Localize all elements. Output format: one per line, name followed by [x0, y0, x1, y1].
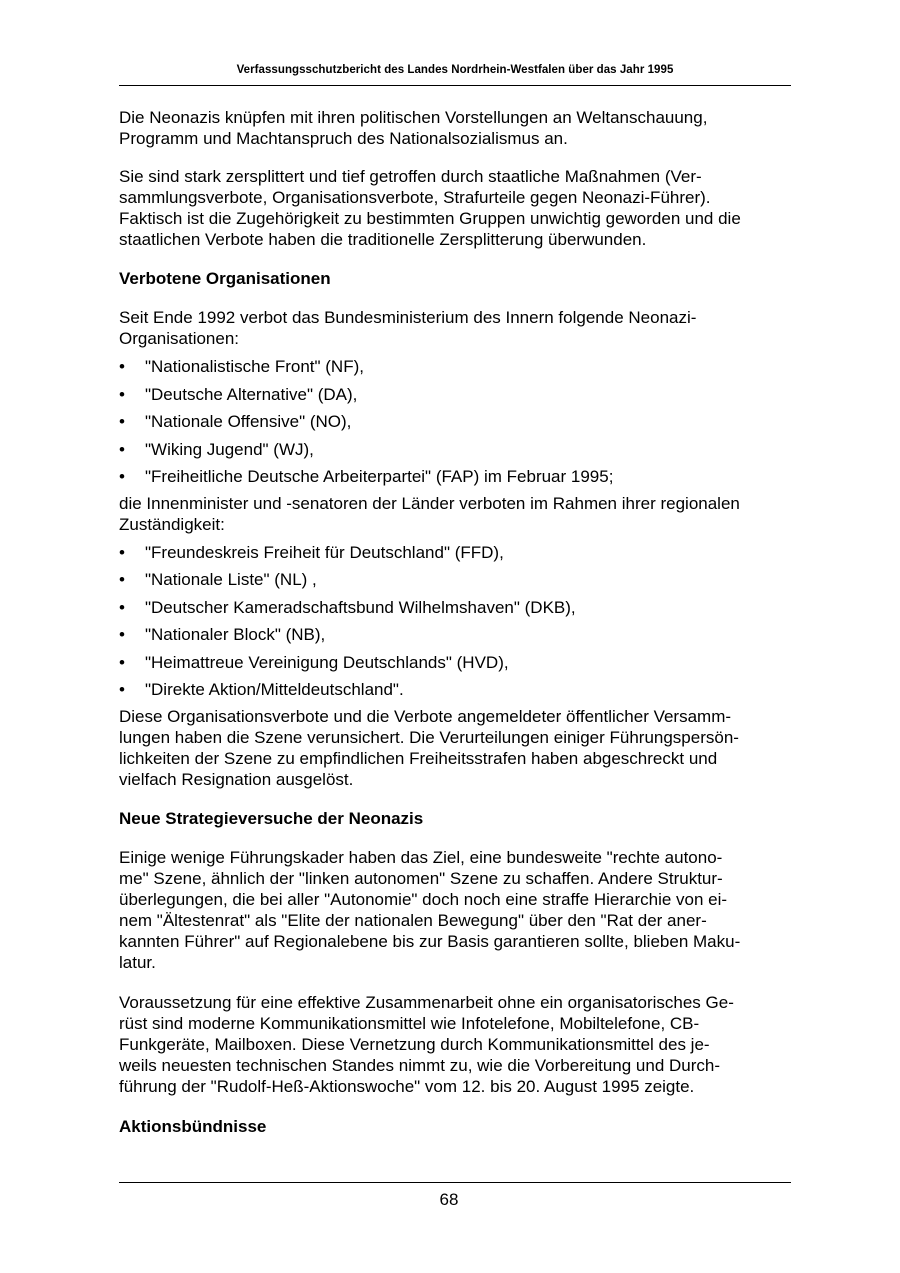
bullet-icon: •: [119, 467, 125, 486]
text-line: führung der "Rudolf-Heß-Aktionswoche" vom 12. bis 20. August 1995 zeigte.: [119, 1076, 695, 1096]
text-line: weils neuesten technischen Standes nimmt zu, wie die Vorbereitung und Durch-: [119, 1055, 721, 1075]
list-item: [119, 384, 794, 405]
list-item-text: "Nationalistische Front" (NF),: [145, 357, 364, 376]
text-line: Sie sind stark zersplittert und tief getroffen durch staatliche Maßnahmen (Ver-: [119, 167, 702, 186]
list-item: [119, 624, 794, 645]
paragraph-fragmentation: [119, 166, 794, 250]
text-line: Die Neonazis knüpfen mit ihren politischen Vorstellungen an Weltanschauung,: [119, 108, 708, 127]
list-item-text: "Freundeskreis Freiheit für Deutschland" (FFD),: [145, 542, 504, 562]
text-line: Faktisch ist die Zugehörigkeit zu bestimmten Gruppen unwichtig geworden und die: [119, 209, 741, 228]
list-item-text: "Deutsche Alternative" (DA),: [145, 384, 358, 404]
bullet-icon: •: [119, 625, 125, 644]
text-line: Zuständigkeit:: [119, 514, 225, 534]
federal-banned-organisations-list: [119, 356, 794, 487]
paragraph-strategy: [119, 847, 794, 973]
section-heading-neue-strategieversuche: Neue Strategieversuche der Neonazis: [119, 808, 424, 828]
section-heading-aktionsbuendnisse: Aktionsbündnisse: [119, 1116, 267, 1136]
list-item: [119, 466, 794, 487]
list-item: [119, 439, 794, 460]
page-number: 68: [439, 1190, 459, 1209]
text-line: Programm und Machtanspruch des Nationalsozialismus an.: [119, 129, 568, 148]
header-divider: [119, 85, 791, 86]
text-line: sammlungsverbote, Organisationsverbote, Strafurteile gegen Neonazi-Führer).: [119, 188, 711, 207]
bullet-icon: •: [119, 439, 125, 459]
document-body: [119, 107, 794, 1137]
text-line: Funkgeräte, Mailboxen. Diese Vernetzung durch Kommunikationsmittel des je-: [119, 1034, 710, 1054]
bullet-icon: •: [119, 570, 125, 589]
text-line: die Innenminister und -senatoren der Länder verboten im Rahmen ihrer regionalen: [119, 493, 740, 513]
text-line: nem "Ältestenrat" als "Elite der nationalen Bewegung" über den "Rat der aner-: [119, 910, 707, 930]
paragraph-state-bans: [119, 493, 794, 535]
text-line: Organisationen:: [119, 329, 240, 348]
list-item-text: "Nationale Liste" (NL) ,: [145, 570, 317, 589]
text-line: Voraussetzung für eine effektive Zusammenarbeit ohne ein organisatorisches Ge-: [119, 992, 734, 1012]
bullet-icon: •: [119, 652, 125, 672]
list-item: [119, 411, 794, 432]
paragraph-federal-bans: [119, 307, 794, 349]
paragraph-intro: [119, 107, 794, 149]
list-item-text: "Freiheitliche Deutsche Arbeiterpartei" (FAP) im Februar 1995;: [145, 467, 614, 486]
paragraph-ban-effects: [119, 706, 794, 790]
list-item: [119, 356, 794, 377]
bullet-icon: •: [119, 384, 125, 404]
bullet-icon: •: [119, 357, 125, 376]
list-item-text: "Heimattreue Vereinigung Deutschlands" (HVD),: [145, 652, 509, 672]
paragraph-communication: [119, 992, 794, 1097]
list-item: [119, 679, 794, 700]
text-line: Diese Organisationsverbote und die Verbote angemeldeter öffentlicher Versamm-: [119, 706, 732, 726]
page-header-title: Verfassungsschutzbericht des Landes Nordrhein-Westfalen über das Jahr 1995: [236, 64, 674, 76]
bullet-icon: •: [119, 542, 125, 562]
text-line: überlegungen, die bei aller "Autonomie" doch noch eine straffe Hierarchie von ei-: [119, 889, 728, 909]
list-item: [119, 569, 794, 590]
list-item: [119, 542, 794, 563]
list-item-text: "Direkte Aktion/Mitteldeutschland".: [145, 680, 404, 699]
list-item: [119, 652, 794, 673]
text-line: lungen haben die Szene verunsichert. Die Verurteilungen einiger Führungspersön-: [119, 727, 739, 747]
text-line: me" Szene, ähnlich der "linken autonomen" Szene zu schaffen. Andere Struktur-: [119, 868, 723, 888]
list-item-text: "Deutscher Kameradschaftsbund Wilhelmshaven" (DKB),: [145, 597, 576, 617]
footer-divider: [119, 1182, 791, 1183]
list-item: [119, 597, 794, 618]
section-heading-verbotene-organisationen: Verbotene Organisationen: [119, 269, 331, 288]
state-banned-organisations-list: [119, 542, 794, 701]
list-item-text: "Nationale Offensive" (NO),: [145, 412, 352, 431]
text-line: rüst sind moderne Kommunikationsmittel wie Infotelefone, Mobiltelefone, CB-: [119, 1013, 700, 1033]
bullet-icon: •: [119, 680, 125, 699]
text-line: Seit Ende 1992 verbot das Bundesministerium des Innern folgende Neonazi-: [119, 308, 697, 327]
text-line: lichkeiten der Szene zu empfindlichen Freiheitsstrafen haben abgeschreckt und: [119, 748, 718, 768]
bullet-icon: •: [119, 597, 125, 617]
list-item-text: "Wiking Jugend" (WJ),: [145, 439, 314, 459]
text-line: kannten Führer" auf Regionalebene bis zur Basis garantieren sollte, blieben Maku-: [119, 931, 741, 951]
text-line: vielfach Resignation ausgelöst.: [119, 769, 354, 789]
bullet-icon: •: [119, 412, 125, 431]
text-line: Einige wenige Führungskader haben das Ziel, eine bundesweite "rechte autono-: [119, 847, 723, 867]
list-item-text: "Nationaler Block" (NB),: [145, 625, 326, 644]
text-line: staatlichen Verbote haben die traditionelle Zersplitterung überwunden.: [119, 230, 647, 249]
text-line: latur.: [119, 952, 156, 972]
